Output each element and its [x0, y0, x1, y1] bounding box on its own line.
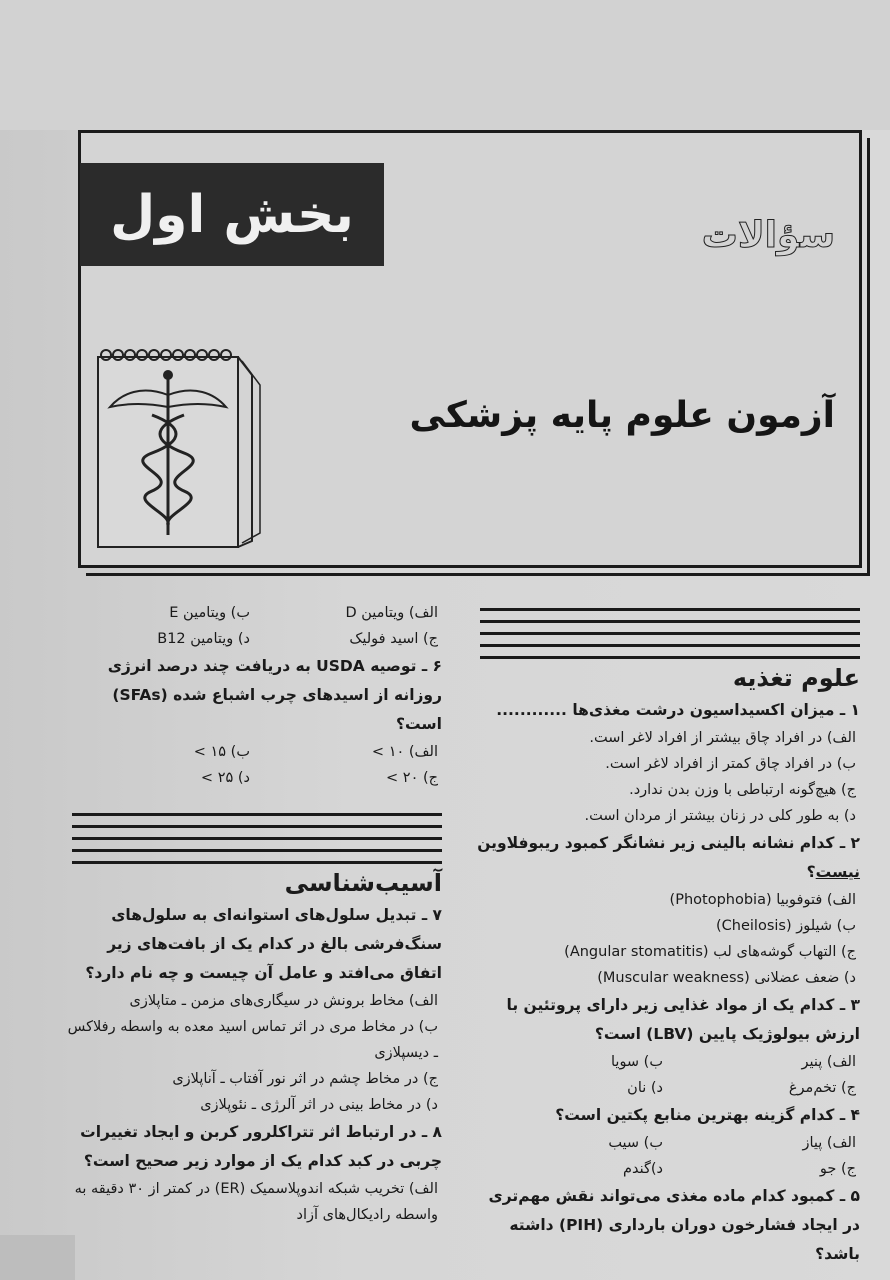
nutrition-column	[470, 600, 860, 1269]
q6-options-row1	[62, 739, 442, 765]
q6-option-d: د) ۲۵ >	[200, 770, 250, 786]
q5-option-b: ب) ویتامین E	[169, 605, 250, 621]
q3-options-row2	[470, 1075, 860, 1101]
q2-qmark: ؟	[806, 863, 816, 881]
question-3: ۳ ـ کدام یک از مواد غذایی زیر دارای پروتئین با ارزش بیولوژیک پایین (LBV) است؟	[506, 996, 860, 1043]
left-column	[62, 600, 442, 1228]
q2-option-a: الف) فتوفوبیا (Photophobia)	[669, 892, 856, 908]
q3-option-a: الف) پنیر	[801, 1054, 856, 1070]
question-7: ۷ ـ تبدیل سلول‌های استوانه‌ای به سلول‌های سنگ‌فرشی بالغ در کدام یک از بافت‌های زیر اتفاق می‌افتد و عامل آن چیست و چه نام دارد؟	[85, 906, 442, 982]
question-4: ۴ ـ کدام گزینه بهترین منابع پکتین است؟	[555, 1106, 860, 1124]
section-rules	[470, 600, 860, 662]
q3-option-d: د) نان	[627, 1080, 663, 1096]
question-1: ۱ ـ میزان اکسیداسیون درشت مغذی‌ها ............	[496, 701, 860, 719]
q7-option-d: د) در مخاط بینی در اثر آلرژی ـ نئوپلازی	[200, 1097, 438, 1113]
q5-option-a: الف) ویتامین D	[345, 605, 438, 621]
q3-options-row1	[470, 1049, 860, 1075]
question-8: ۸ ـ در ارتباط اثر تتراکلرور کربن و ایجاد تغییرات چربی در کبد کدام یک از موارد زیر صحیح است؟	[80, 1123, 442, 1170]
q2-option-b: ب) شیلوز (Cheilosis)	[716, 918, 856, 934]
q6-option-c: ج) ۲۰ >	[386, 770, 438, 786]
q5-option-c: ج) اسید فولیک	[349, 631, 438, 647]
nutrition-title: علوم تغذیه	[732, 664, 860, 692]
q2-option-d: د) ضعف عضلانی (Muscular weakness)	[597, 970, 856, 986]
question-2	[470, 829, 860, 887]
q4-options-row2	[470, 1156, 860, 1182]
q7-option-a: الف) مخاط برونش در سیگاری‌های مزمن ـ متاپلازی	[129, 993, 438, 1009]
top-margin	[0, 0, 890, 130]
q5-options-row2	[62, 626, 442, 652]
q6-option-a: الف) ۱۰ >	[371, 744, 438, 760]
q1-option-c: ج) هیچ‌گونه ارتباطی با وزن بدن ندارد.	[629, 782, 856, 798]
q6-option-b: ب) ۱۵ >	[193, 744, 250, 760]
q7-option-b: ب) در مخاط مری در اثر تماس اسید معده به واسطه رفلاکس ـ دیسپلازی	[67, 1019, 438, 1061]
q7-option-c: ج) در مخاط چشم در اثر نور آفتاب ـ آناپلازی	[172, 1071, 438, 1087]
exam-title: آزمون علوم پایه پزشکی	[409, 395, 835, 436]
q4-option-d: د)گندم	[623, 1161, 663, 1177]
q4-options-row1	[470, 1130, 860, 1156]
q4-option-c: ج) جو	[819, 1161, 856, 1177]
q5-options-row1	[62, 600, 442, 626]
q6-options-row2	[62, 765, 442, 791]
q1-option-d: د) به طور کلی در زنان بیشتر از مردان است.	[584, 808, 856, 824]
question-6: ۶ ـ توصیه USDA به دریافت چند درصد انرژی روزانه از اسیدهای چرب اشباع شده (SFAs) است؟	[107, 657, 442, 733]
q1-option-a: الف) در افراد چاق بیشتر از افراد لاغر است.	[589, 730, 856, 746]
q2-emphasis: نیست	[815, 863, 860, 881]
pathology-title: آسیب‌شناسی	[284, 869, 442, 897]
q2-option-c: ج) التهاب گوشه‌های لب (Angular stomatitis)	[564, 944, 856, 960]
q3-option-c: ج) تخم‌مرغ	[788, 1080, 856, 1096]
page-corner	[0, 1235, 75, 1280]
caduceus-notebook-icon	[92, 345, 272, 555]
q4-option-b: ب) سیب	[608, 1135, 663, 1151]
q8-option-a: الف) تخریب شبکه اندوپلاسمیک (ER) در کمتر از ۳۰ دقیقه به واسطه رادیکال‌های آزاد	[74, 1181, 438, 1223]
question-5: ۵ ـ کمبود کدام ماده مغذی می‌تواند نقش مهم‌تری در ایجاد فشارخون دوران بارداری (PIH) داشته باشد؟	[488, 1187, 860, 1263]
q4-option-a: الف) پیاز	[802, 1135, 856, 1151]
pathology-rules	[62, 805, 442, 867]
questions-label: سؤالات	[701, 215, 835, 256]
q5-option-d: د) ویتامین B12	[157, 631, 250, 647]
q3-option-b: ب) سویا	[610, 1054, 663, 1070]
section-label: بخش اول	[80, 163, 384, 266]
q2-text: ۲ ـ کدام نشانه بالینی زیر نشانگر کمبود ریبوفلاوین	[477, 834, 860, 852]
q1-option-b: ب) در افراد چاق کمتر از افراد لاغر است.	[605, 756, 856, 772]
